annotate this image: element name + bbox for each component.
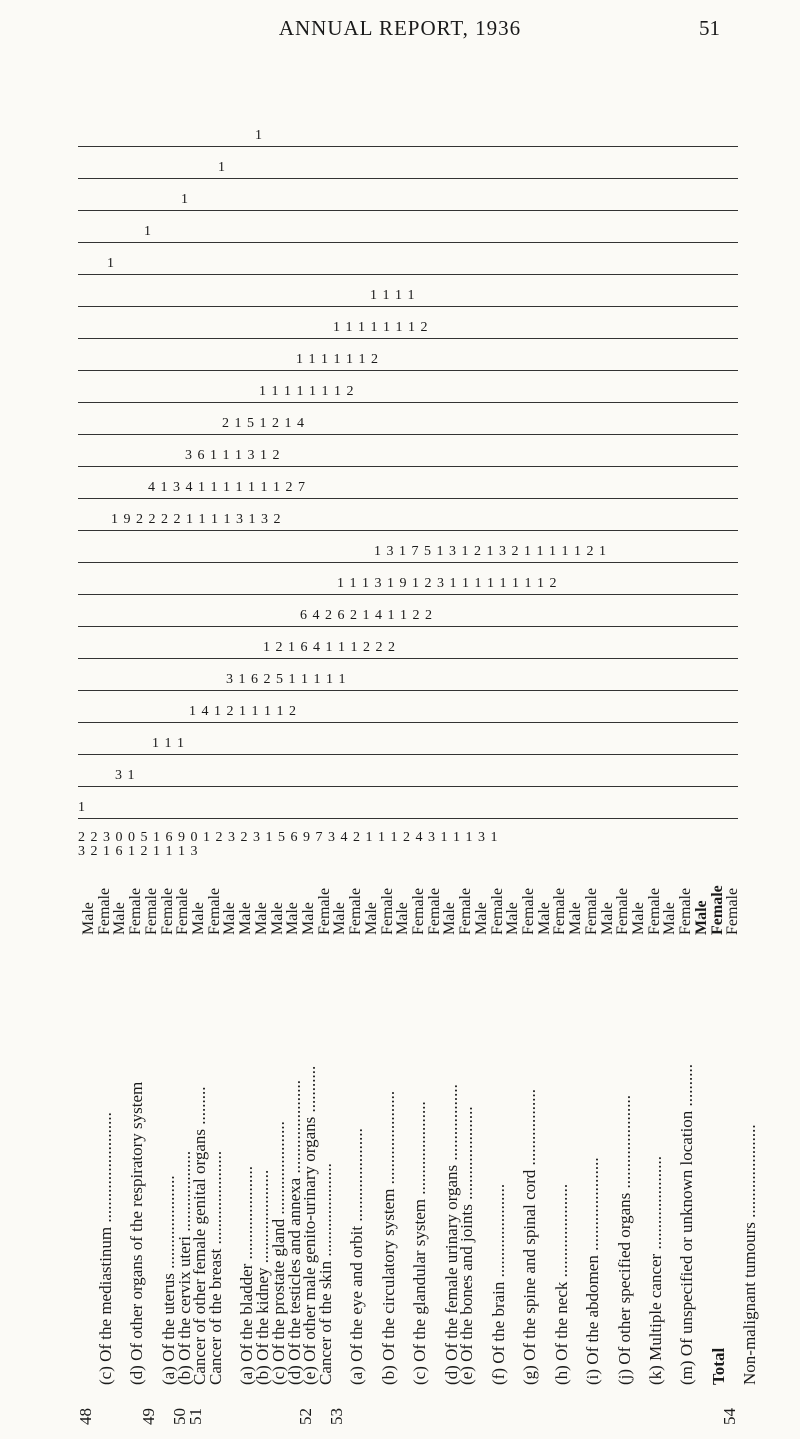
row-label: (e) Of the bones and joints ...................... [457,1106,477,1385]
sex-label: Male [331,902,349,935]
row-label: (m) Of unspecified or unknown location .......... [677,1063,697,1385]
row-rule [78,178,738,179]
row-number: 53 [327,1408,347,1425]
row-rule [78,306,738,307]
row-number: 52 [296,1408,315,1425]
row-label: (k) Multiple cancer ...................... [646,1156,665,1385]
row-label: (a) Of the bladder ...................... [237,1165,257,1385]
count-row: 1 1 1 1 1 1 1 2 [259,384,355,399]
row-label: (b) Of the cervix uteri ................... [174,1150,194,1385]
sex-label: Female [127,887,145,935]
count-row: 1 3 1 7 5 1 3 1 2 1 3 2 1 1 1 1 1 2 1 [374,544,607,559]
sex-label: Female [457,887,475,935]
sex-label: Female [95,887,113,935]
count-row: 1 9 2 2 2 2 1 1 1 1 3 1 3 2 [111,512,282,527]
row-label: Cancer of other female genital organs ......... [190,1086,210,1385]
sex-label: Female [174,887,192,935]
row-rule [78,146,738,147]
row-rule [78,786,738,787]
row-label: Cancer of the skin ...................... [316,1163,335,1385]
row-rule [78,530,738,531]
row-label: (f) Of the brain ...................... [488,1183,508,1385]
count-row: 3 1 6 2 5 1 1 1 1 1 [226,672,347,687]
sex-label: Male [598,902,616,935]
sex-label: Male [630,902,647,935]
totals-line2: 3 2 1 6 1 2 1 1 1 3 [78,844,199,859]
sex-label: Female [708,885,726,935]
row-rule [78,274,738,275]
row-label: (b) Of the kidney ...................... [253,1169,273,1385]
row-number: 48 [76,1408,95,1425]
statistics-table [76,90,760,1430]
row-rule [78,626,738,627]
count-row: 1 [181,192,189,207]
row-label: (j) Of other specified organs ...................... [614,1094,634,1385]
row-number: 54 [720,1408,740,1425]
row-label: (d) Of the testicles and annexa ...................... [284,1080,304,1385]
sex-label: Female [378,887,396,935]
sex-label: Male [300,902,317,935]
page-header [0,0,800,60]
sex-label: Male [472,902,490,935]
sex-label: Male [237,902,255,935]
row-rule [78,690,738,691]
sex-label: Female [425,887,443,935]
report-title: ANNUAL REPORT, 1936 [278,16,522,40]
row-rule [78,818,738,819]
count-row: 1 [78,800,86,815]
sex-label: Male [284,902,302,935]
row-rule [78,754,738,755]
count-row: 1 [255,128,263,143]
sex-label: Female [315,887,333,935]
row-number: 49 [138,1408,158,1425]
count-row: 1 1 1 [152,736,185,751]
sex-label: Female [205,887,223,935]
sex-label: Female [488,887,506,935]
row-rule [78,562,738,563]
sex-label: Female [158,887,176,935]
row-rule [78,466,738,467]
count-row: 1 1 1 1 1 1 1 2 [333,320,429,335]
totals-line1: 2 2 3 0 0 5 1 6 9 0 1 2 3 2 3 1 5 6 9 7 3 4 2 1 1 1 2 4 3 1 1 1 3 1 [78,830,499,845]
sex-label: Female [724,887,742,935]
row-label: (d) Of other organs of the respiratory system [127,1081,147,1385]
row-label: (c) Of the mediastinum .......................... [96,1112,115,1385]
count-row: 4 1 3 4 1 1 1 1 1 1 1 2 7 [148,480,306,495]
sex-label: Female [410,887,427,935]
row-rule [78,594,738,595]
row-rule [78,722,738,723]
row-label: (e) Of other male genito-urinary organs ........... [300,1065,320,1385]
count-row: 1 2 1 6 4 1 1 1 2 2 2 [263,640,396,655]
row-label: (h) Of the neck ...................... [551,1183,571,1385]
sex-label: Male [190,902,207,935]
page-number: 51 [699,16,720,40]
sex-label: Male [221,902,239,935]
row-number: 51 [186,1408,205,1425]
count-row: 1 [107,256,115,271]
row-label: (i) Of the abdomen ...................... [583,1157,603,1385]
row-label: Total [708,1347,728,1385]
sex-label: Female [142,887,160,935]
row-label: (c) Of the prostate gland ...................... [268,1121,288,1385]
sex-label: Female [614,887,632,935]
row-rule [78,242,738,243]
row-label: (a) Of the eye and orbit ...................... [347,1128,367,1385]
count-row: 1 1 1 3 1 9 1 2 3 1 1 1 1 1 1 1 1 2 [337,576,558,591]
count-row: 2 1 5 1 2 1 4 [222,416,305,431]
sex-label: Male [504,902,522,935]
count-row: 3 1 [115,768,136,783]
sex-label: Female [645,887,663,935]
sex-label: Female [347,887,365,935]
row-rule [78,210,738,211]
row-rule [78,498,738,499]
sex-label: Male [268,902,286,935]
row-rule [78,402,738,403]
sex-label: Male [394,902,412,935]
row-label: Non-malignant tumours ...................... [740,1124,760,1385]
row-rule [78,370,738,371]
count-row: 1 4 1 2 1 1 1 1 2 [189,704,297,719]
row-label: Cancer of the breast ...................... [206,1150,225,1385]
row-rule [78,658,738,659]
row-rule [78,434,738,435]
sex-label: Male [80,902,97,935]
row-label: (a) Of the uterus ...................... [158,1175,178,1385]
count-row: 1 [218,160,226,175]
sex-label: Male [535,902,553,935]
sex-label: Female [551,887,569,935]
sex-label: Male [567,902,585,935]
count-row: 1 1 1 1 [370,288,416,303]
row-label: (g) Of the spine and spinal cord .................. [520,1088,540,1385]
sex-label: Female [582,887,600,935]
sex-label: Male [661,902,679,935]
row-rule [78,338,738,339]
count-row: 1 [144,224,152,239]
row-label: (c) Of the glandular system ...................... [410,1101,430,1385]
count-row: 1 1 1 1 1 1 2 [296,352,379,367]
row-label: (d) Of the female urinary organs .................. [441,1084,461,1385]
row-label: (b) Of the circulatory system ...................... [378,1090,398,1385]
count-row: 6 4 2 6 2 1 4 1 1 2 2 [300,608,433,623]
row-number: 50 [170,1408,190,1425]
count-row: 3 6 1 1 1 3 1 2 [185,448,281,463]
sex-label: Male [111,902,129,935]
sex-label: Male [362,902,380,935]
sex-label: Male [441,902,459,935]
sex-label: Female [677,887,695,935]
sex-label: Male [252,902,270,935]
sex-label: Male [692,900,710,935]
sex-label: Female [520,887,537,935]
